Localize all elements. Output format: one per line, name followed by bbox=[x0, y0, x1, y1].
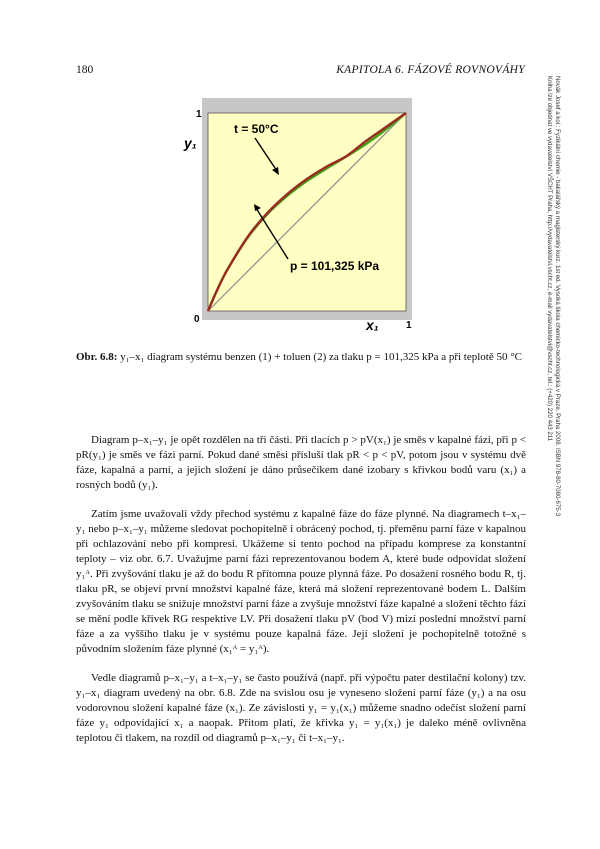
paragraph-2: Zatím jsme uvažovali vždy přechod systému z kapalné fáze do fáze plynné. Na diagramech t–x₁–y₁ nebo p–x₁–y₁ můžeme sledovat pochopitelně i obrácený pochod, tj. přeměnu parní fáze v kapalnou při ochlazování nebo při kompresi. Ukážeme si tento pochod na případu komprese za konstantní teploty – viz obr. 6.7. Uvažujme parní fázi reprezentovanou bodem A, které bude odpovídat složení y₁ᴬ. Při zvyšování tlaku je až do bodu R přítomna pouze plynná fáze. Po dosažení rosného bodu R, tj. tlaku pR, se objeví první množství kapalné fáze, která má složení reprezentované bodem L. Dalším zvyšováním tlaku se snižuje množství parní fáze a zvyšuje množství fáze kapalné a složení těchto fází se mění podle křivek RG respektive LV. Při dosažení tlaku pV (bod V) mizí poslední množství parní fáze a za vyššího tlaku je v systému pouze kapalná fáze. Její složení je pochopitelně totožné s původním složením fáze plynné (x₁ᴬ = y₁ᴬ). bbox=[76, 508, 526, 655]
caption-text: y₁–x₁ diagram systému benzen (1) + toluen (2) za tlaku p = 101,325 kPa a při teplotě 50 °C bbox=[120, 351, 522, 363]
paragraph-3: Vedle diagramů p–x₁–y₁ a t–x₁–y₁ se často používá (např. při výpočtu pater destilační kolony) tzv. y₁–x₁ diagram uvedený na obr. 6.8. Zde na svislou osu je vyneseno složení parní fáze (y₁) a na osu vodorovnou složení kapalné fáze (x₁). Ze závislosti y₁ = y₁(x₁) můžeme snadno odečíst složení parní fáze y₁ odpovídající x₁ a naopak. Přitom platí, že křivka y₁ = y₁(x₁) je daleko méně ovlivněna teplotou či tlakem, na rozdíl od diagramů p–x₁–y₁ či t–x₁–y₁. bbox=[76, 672, 526, 744]
x-axis-label: x₁ bbox=[366, 317, 379, 333]
tick-y-top: 1 bbox=[196, 109, 202, 120]
chapter-title: KAPITOLA 6. FÁZOVÉ ROVNOVÁHY bbox=[336, 64, 525, 76]
annotation-pressure: p = 101,325 kPa bbox=[290, 259, 380, 273]
side-note bbox=[545, 76, 561, 596]
tick-x-right: 1 bbox=[406, 320, 412, 331]
y-axis-label: y₁ bbox=[184, 135, 197, 151]
annotation-temp: t = 50°C bbox=[234, 122, 279, 136]
body-text bbox=[76, 433, 526, 760]
figure-6-8 bbox=[168, 96, 432, 336]
tick-origin: 0 bbox=[194, 314, 200, 325]
paragraph-1: Diagram p–x₁–y₁ je opět rozdělen na tři části. Při tlacích p > pV(x₁) je směs v kapalné fázi, při p < pR(y₁) je směs ve fázi parní. Pokud dané směsi přísluší tlak pR < p < pV, potom jsou v systému dvě fáze, kapalná a parní, a jejich složení je dáno průsečíkem dané izobary s křivkou bodů varu (x₁) a rosných bodů (y₁). bbox=[76, 434, 526, 491]
side-note-line-1: Novák Josef a kol.: Fyzikální chemie - bakalářský a magisterský kurz. 1st ed. Vysoká škola chemicko-technologická v Praze, Praha 2008. ISBN 978-80-7080-675-3 bbox=[554, 76, 561, 517]
side-note-line-2: Kniha lze objednat ve vydavatelství VŠCHT Praha, http://vydavatelstvi.vscht.cz, e-mail vydavatelstvi@vscht.cz, tel.: (+420) 220 443 211 bbox=[546, 76, 553, 442]
y1-x1-diagram bbox=[168, 96, 432, 336]
figure-caption bbox=[76, 350, 526, 364]
page-number: 180 bbox=[76, 64, 94, 76]
caption-label: Obr. 6.8: bbox=[76, 351, 118, 363]
